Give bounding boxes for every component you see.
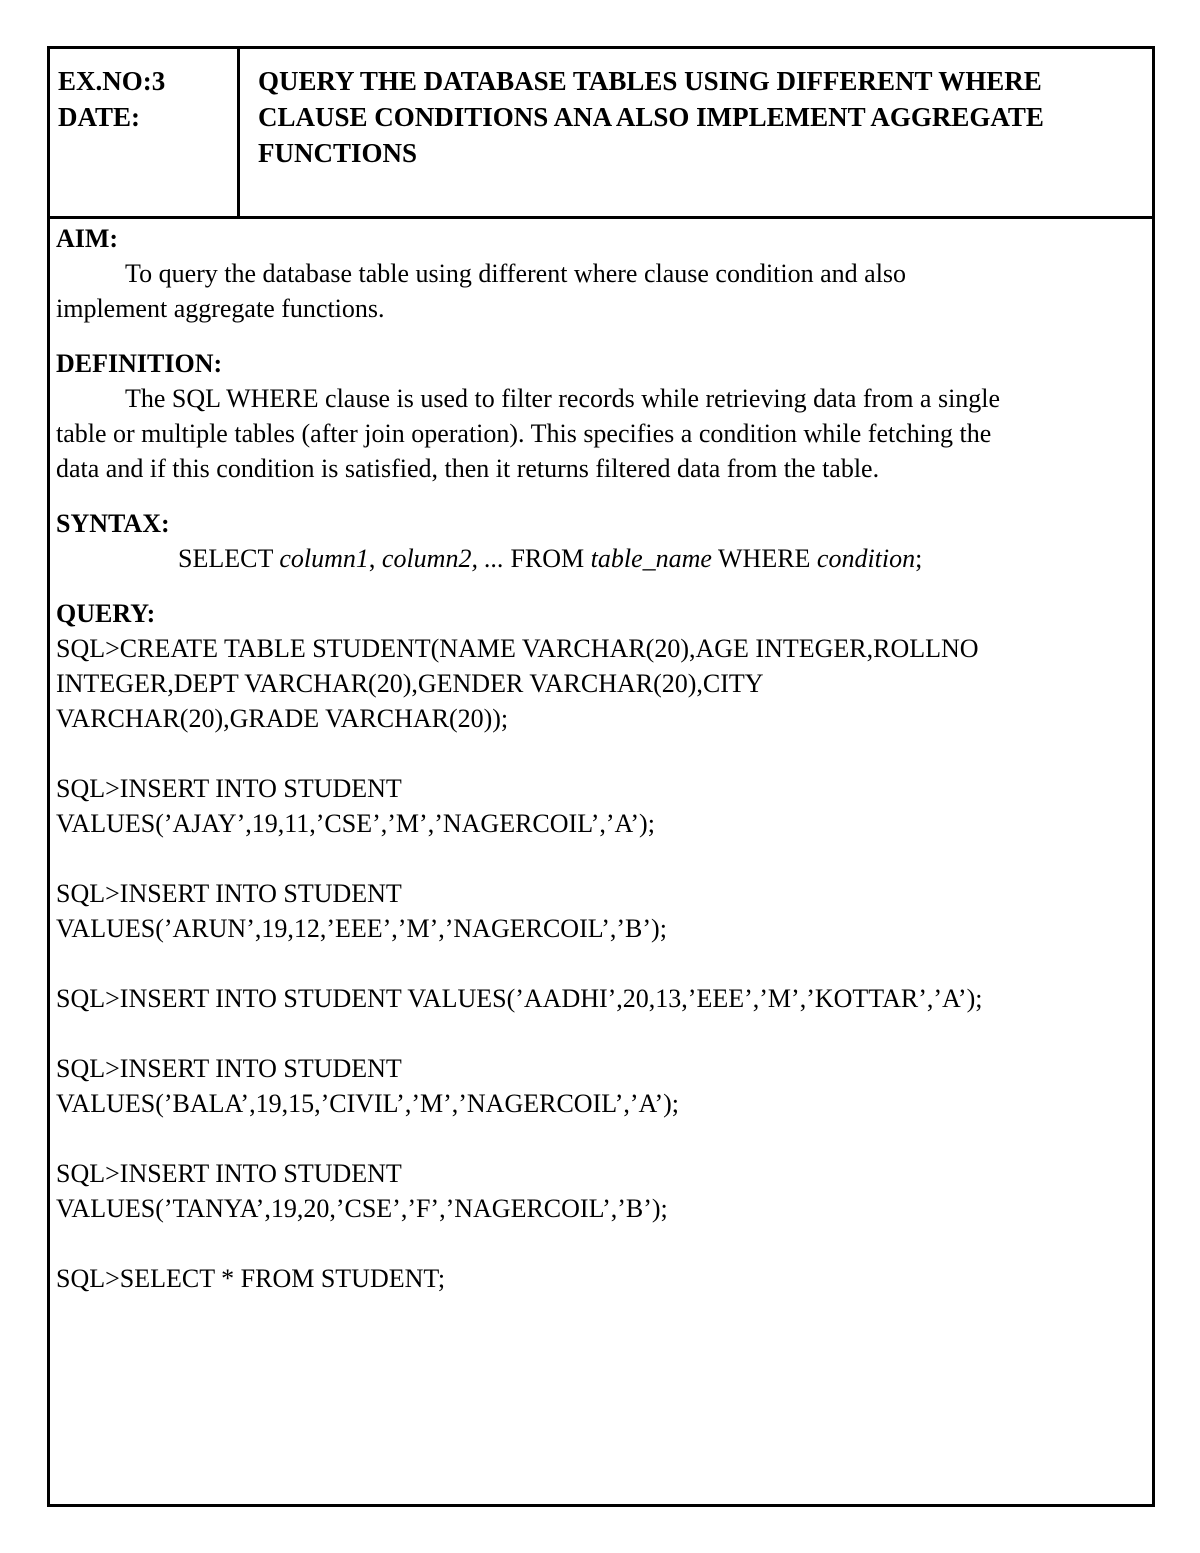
query-heading: QUERY: bbox=[56, 599, 156, 628]
syntax-separator: , bbox=[368, 544, 382, 573]
create-table-line: VARCHAR(20),GRADE VARCHAR(20)); bbox=[56, 704, 509, 733]
definition-heading: DEFINITION: bbox=[56, 349, 223, 378]
insert-statement-line: SQL>INSERT INTO STUDENT VALUES(’AADHI’,20,13,’EEE’,’M’,’KOTTAR’,’A’); bbox=[56, 984, 983, 1013]
title-line: QUERY THE DATABASE TABLES USING DIFFERENT WHERE bbox=[258, 66, 1042, 96]
create-table-line: SQL>CREATE TABLE STUDENT(NAME VARCHAR(20),AGE INTEGER,ROLLNO bbox=[56, 634, 979, 663]
insert-statement-line: SQL>INSERT INTO STUDENT bbox=[56, 774, 402, 803]
exercise-title bbox=[258, 63, 1138, 171]
insert-statement-line: SQL>INSERT INTO STUDENT bbox=[56, 879, 402, 908]
insert-statement-line: VALUES(’BALA’,19,15,’CIVIL’,’M’,’NAGERCOIL’,’A’); bbox=[56, 1089, 679, 1118]
syntax-statement bbox=[56, 541, 1146, 576]
insert-statement-line: VALUES(’AJAY’,19,11,’CSE’,’M’,’NAGERCOIL’,’A’); bbox=[56, 809, 655, 838]
insert-statement-line: SQL>INSERT INTO STUDENT bbox=[56, 1054, 402, 1083]
insert-statement-line: VALUES(’ARUN’,19,12,’EEE’,’M’,’NAGERCOIL’,’B’); bbox=[56, 914, 667, 943]
title-line: FUNCTIONS bbox=[258, 138, 418, 168]
syntax-table-name: table_name bbox=[590, 544, 712, 573]
syntax-column1: column1 bbox=[279, 544, 369, 573]
exercise-info bbox=[58, 63, 165, 135]
aim-text-line: implement aggregate functions. bbox=[56, 294, 385, 323]
syntax-heading: SYNTAX: bbox=[56, 509, 170, 538]
create-table-line: INTEGER,DEPT VARCHAR(20),GENDER VARCHAR(20),CITY bbox=[56, 669, 764, 698]
definition-text-line: The SQL WHERE clause is used to filter records while retrieving data from a single bbox=[125, 384, 1001, 413]
syntax-keyword: SELECT bbox=[178, 544, 280, 573]
exercise-number: EX.NO:3 bbox=[58, 66, 166, 96]
aim-heading: AIM: bbox=[56, 224, 119, 253]
syntax-keyword: FROM bbox=[503, 544, 591, 573]
insert-statement-line: SQL>INSERT INTO STUDENT bbox=[56, 1159, 402, 1188]
document-frame bbox=[47, 46, 1155, 1507]
exercise-date: DATE: bbox=[58, 102, 141, 132]
aim-text-line: To query the database table using different where clause condition and also bbox=[125, 259, 907, 288]
select-statement-line: SQL>SELECT * FROM STUDENT; bbox=[56, 1264, 446, 1293]
title-line: CLAUSE CONDITIONS ANA ALSO IMPLEMENT AGGREGATE bbox=[258, 102, 1044, 132]
syntax-condition: condition bbox=[816, 544, 916, 573]
definition-text-line: data and if this condition is satisfied, then it returns filtered data from the table. bbox=[56, 454, 880, 483]
insert-statement-line: VALUES(’TANYA’,19,20,’CSE’,’F’,’NAGERCOIL’,’B’); bbox=[56, 1194, 668, 1223]
syntax-column2: column2, ... bbox=[381, 544, 504, 573]
header-row bbox=[50, 49, 1152, 219]
syntax-keyword: WHERE bbox=[711, 544, 817, 573]
document-body bbox=[56, 221, 1146, 1296]
definition-text-line: table or multiple tables (after join operation). This specifies a condition while fetching the bbox=[56, 419, 992, 448]
syntax-terminator: ; bbox=[915, 544, 923, 573]
header-divider bbox=[237, 49, 240, 216]
